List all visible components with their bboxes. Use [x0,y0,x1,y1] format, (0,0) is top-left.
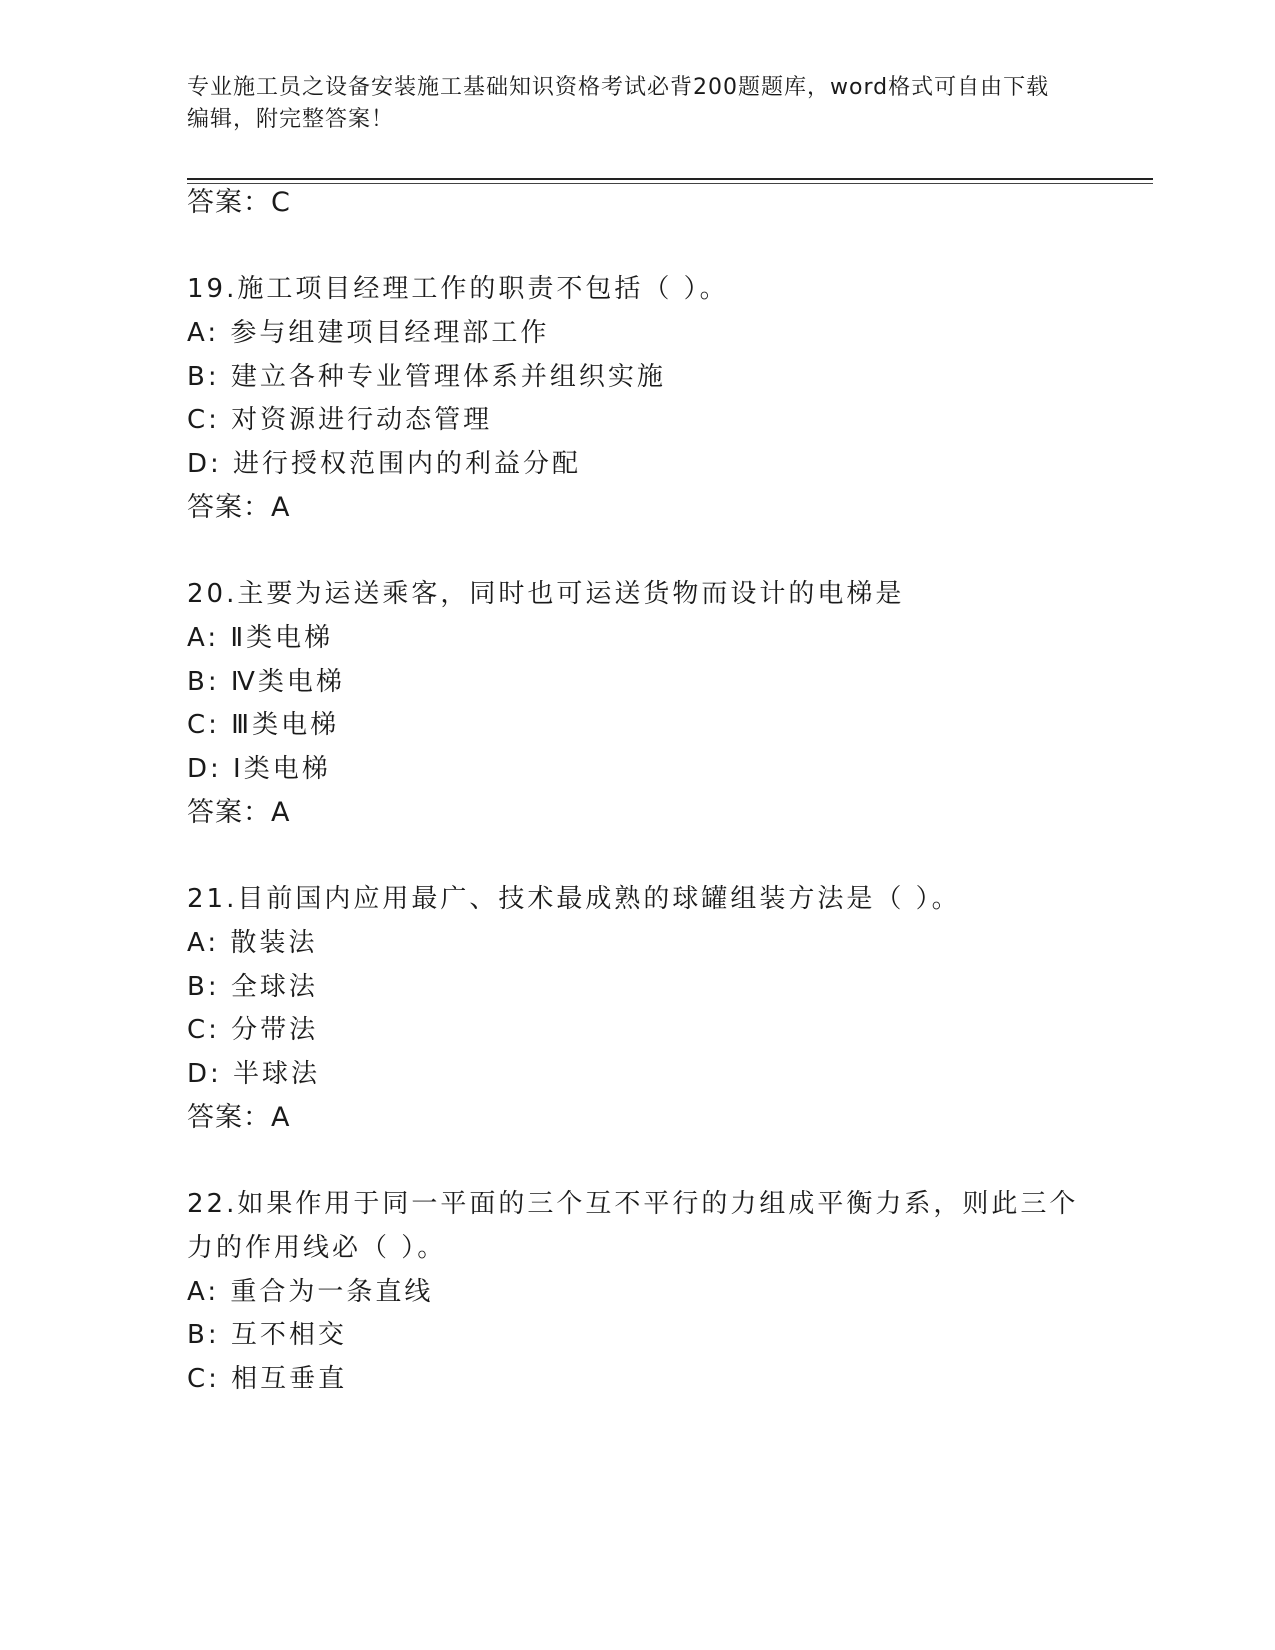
question-21-answer: 答案：A [187,1102,291,1133]
question-20-answer: 答案：A [187,797,291,828]
question-21-option-b: B: 全球法 [187,972,318,1002]
question-22-option-c: C: 相互垂直 [187,1364,348,1394]
question-22-option-a: A: 重合为一条直线 [187,1277,434,1307]
question-19-option-b: B: 建立各种专业管理体系并组织实施 [187,362,666,392]
question-22-stem-line1: 22.如果作用于同一平面的三个互不平行的力组成平衡力系，则此三个 [187,1189,1079,1219]
question-19-option-d: D: 进行授权范围内的利益分配 [187,449,582,479]
question-21-option-c: C: 分带法 [187,1015,319,1045]
question-21-option-a: A: 散装法 [187,928,318,958]
answer-prev: 答案：C [187,187,291,218]
question-19-option-a: A: 参与组建项目经理部工作 [187,318,550,348]
question-20-option-d: D: Ⅰ类电梯 [187,754,331,784]
question-22-stem-line2: 力的作用线必（ ）。 [187,1233,447,1263]
question-20-option-c: C: Ⅲ类电梯 [187,710,340,740]
header-rule-thick [187,178,1153,180]
header-rule-thin [187,183,1153,184]
question-20-option-b: B: Ⅳ类电梯 [187,667,345,697]
question-19-answer: 答案：A [187,492,291,523]
document-header: 专业施工员之设备安装施工基础知识资格考试必背200题题库，word格式可自由下载编辑，附完整答案！ [187,75,1050,132]
question-19-stem: 19.施工项目经理工作的职责不包括（ ）。 [187,274,729,304]
question-22-option-b: B: 互不相交 [187,1320,347,1350]
question-20-stem: 20.主要为运送乘客，同时也可运送货物而设计的电梯是 [187,579,905,609]
question-21-option-d: D: 半球法 [187,1059,321,1089]
question-21-stem: 21.目前国内应用最广、技术最成熟的球罐组装方法是（ ）。 [187,884,961,914]
question-20-option-a: A: Ⅱ类电梯 [187,623,334,653]
question-19-option-c: C: 对资源进行动态管理 [187,405,493,435]
